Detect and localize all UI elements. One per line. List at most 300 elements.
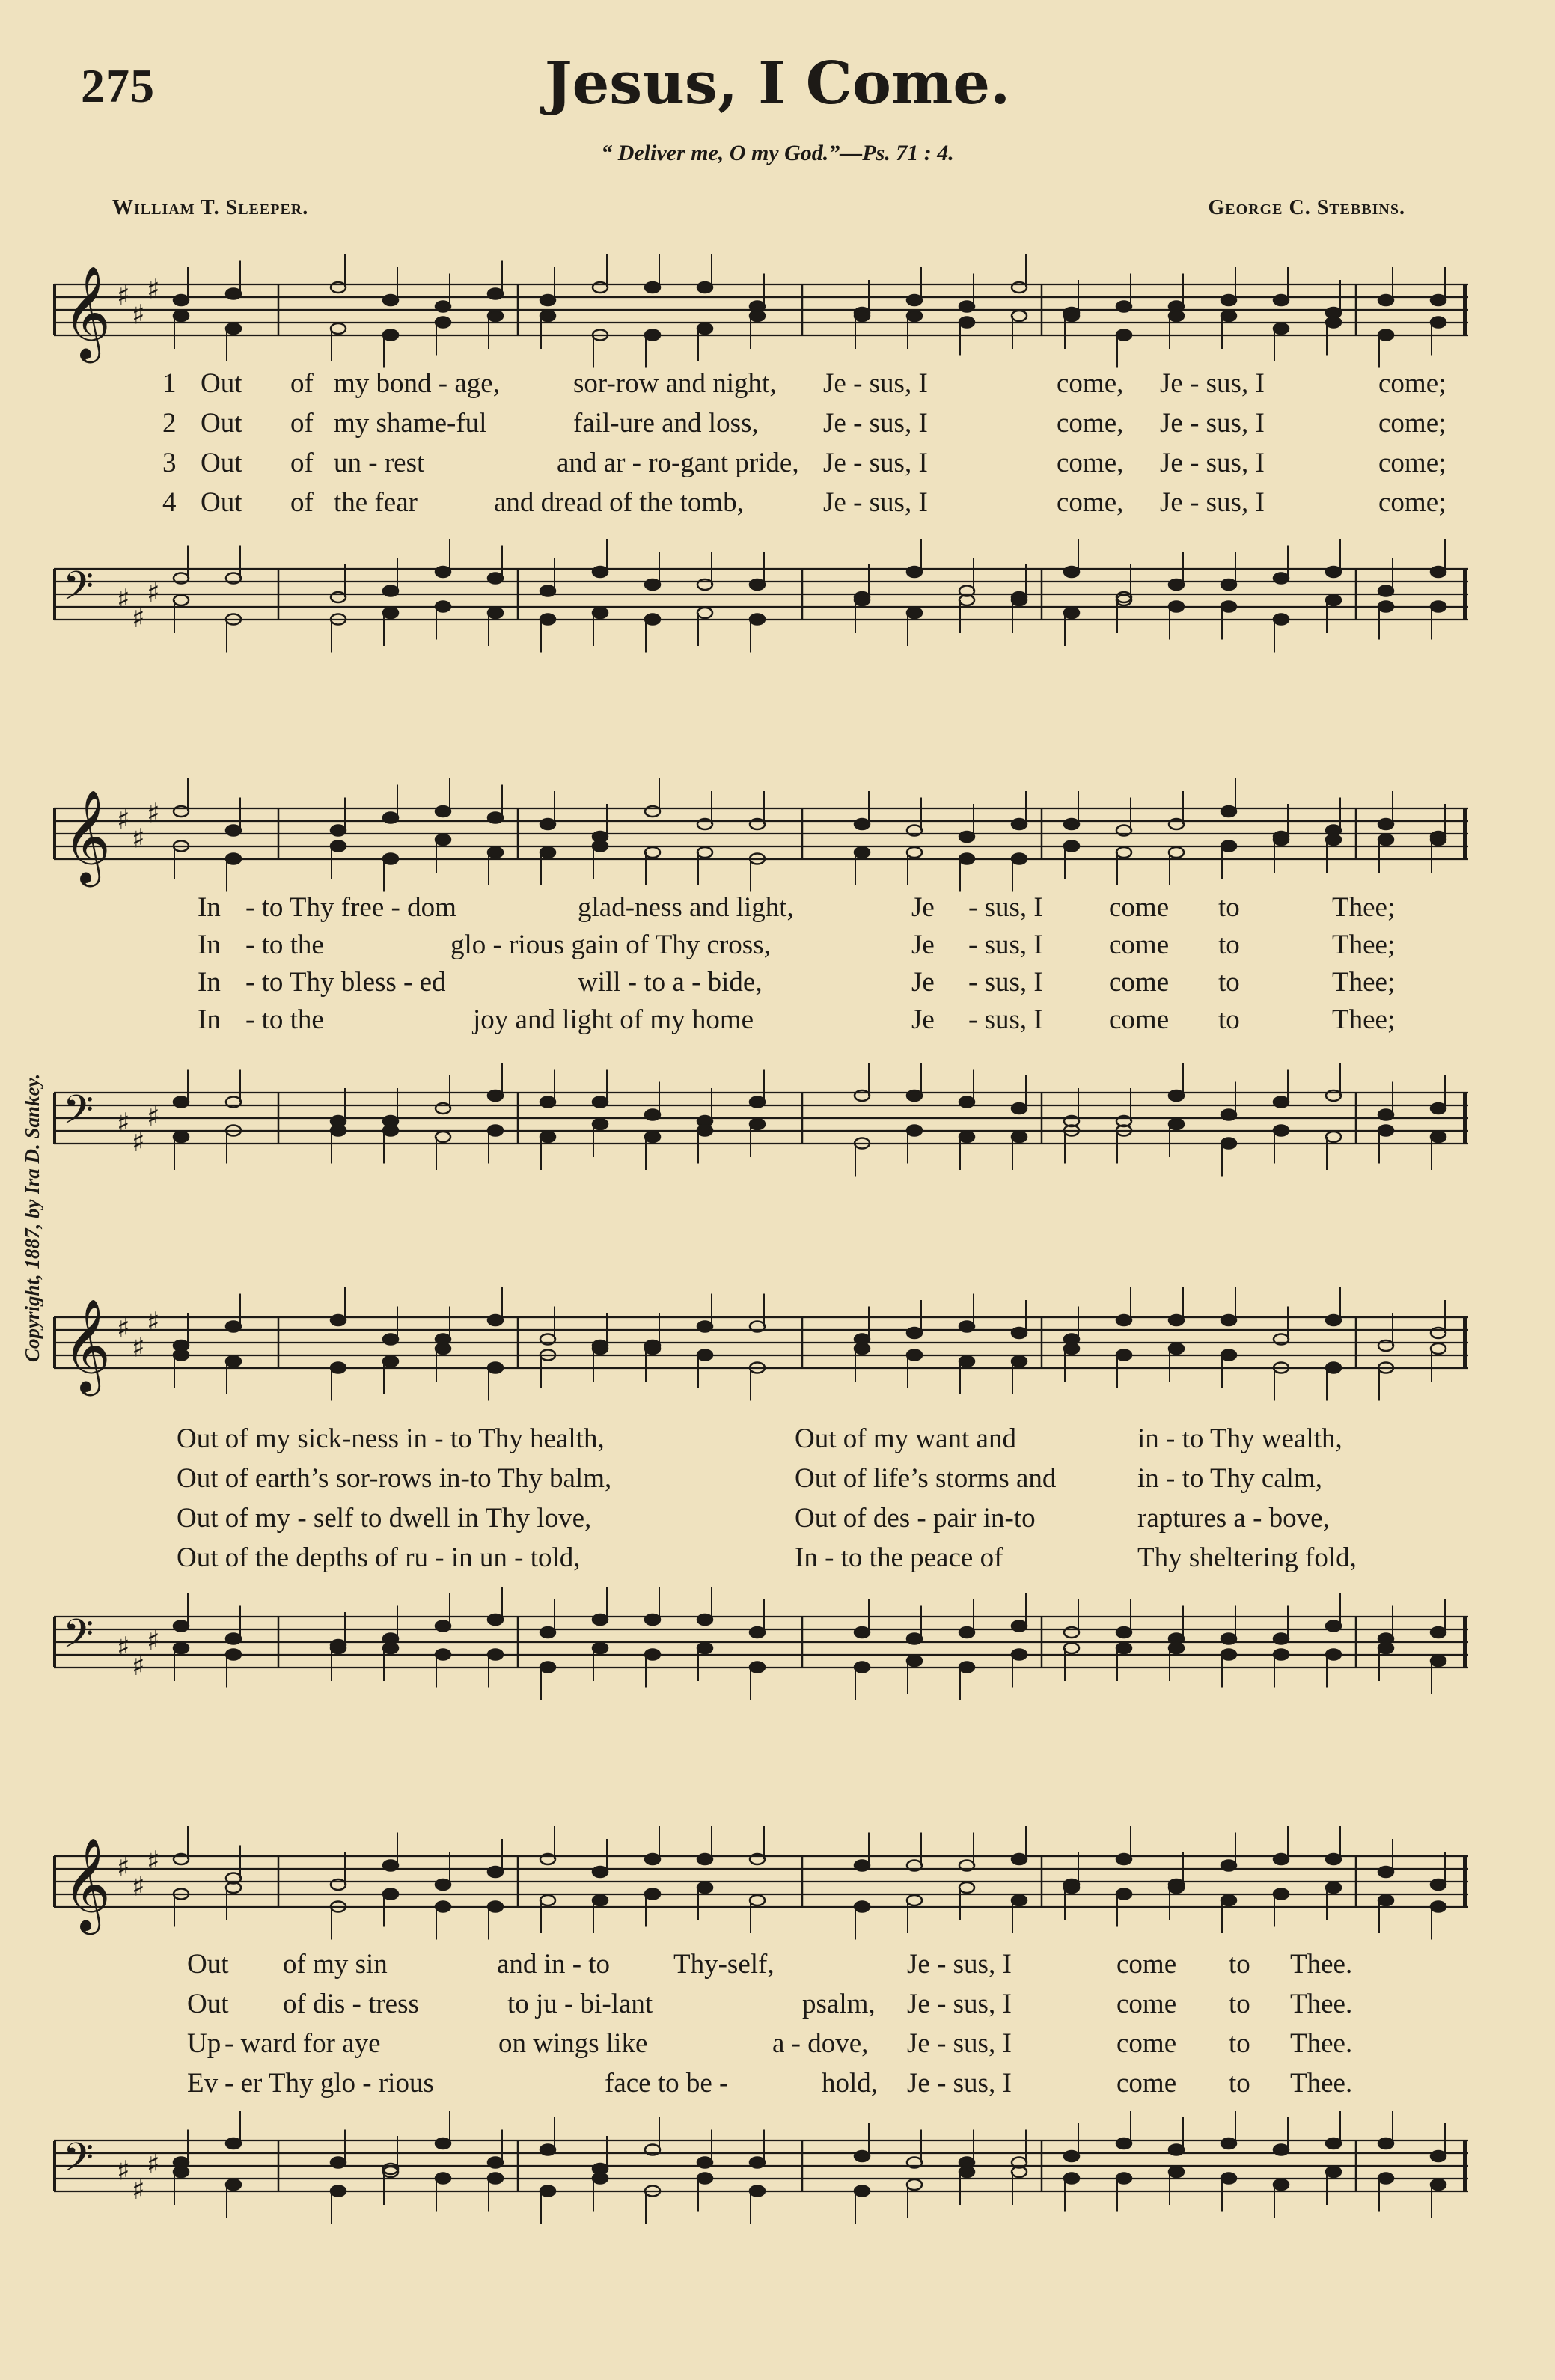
note-head bbox=[1169, 2167, 1184, 2177]
bass-staff bbox=[54, 2111, 1468, 2245]
note-head bbox=[1221, 2173, 1236, 2184]
note-head bbox=[488, 1867, 503, 1877]
sharp-icon: ♯ bbox=[117, 1313, 130, 1344]
lyric-syllable: in - to Thy wealth, bbox=[1137, 1424, 1342, 1454]
lyric-syllable: fail-ure and loss, bbox=[573, 408, 759, 439]
lyric-syllable: Je - sus, I bbox=[1160, 368, 1265, 399]
note-head bbox=[750, 1662, 765, 1673]
sharp-icon: ♯ bbox=[147, 1846, 160, 1877]
note-head bbox=[226, 2179, 241, 2190]
lyric-syllable: face to be - bbox=[605, 2068, 729, 2099]
lyric-syllable: 1 bbox=[162, 368, 177, 399]
note-head bbox=[436, 317, 450, 328]
note-head bbox=[488, 1090, 503, 1101]
note-head bbox=[645, 1614, 660, 1625]
note-head bbox=[907, 1328, 922, 1338]
note-head bbox=[593, 1895, 608, 1905]
verse-line bbox=[54, 1460, 1468, 1498]
note-head bbox=[1431, 1656, 1446, 1666]
verse-line bbox=[54, 2065, 1468, 2102]
sharp-icon: ♯ bbox=[117, 281, 130, 311]
note-head bbox=[331, 323, 346, 334]
lyric-syllable: my shame-ful bbox=[334, 408, 487, 439]
note-head bbox=[331, 841, 346, 852]
note-head bbox=[226, 2138, 241, 2149]
note-head bbox=[383, 1356, 398, 1367]
note-head bbox=[1326, 1621, 1341, 1632]
note-head bbox=[1274, 1650, 1289, 1660]
lyric-syllable: Out bbox=[201, 368, 242, 399]
note-head bbox=[855, 847, 870, 858]
lyric-syllable: to bbox=[1229, 2028, 1250, 2059]
note-head bbox=[1116, 847, 1131, 858]
lyric-syllable: Je bbox=[911, 930, 935, 960]
note-head bbox=[226, 826, 241, 836]
sharp-icon: ♯ bbox=[132, 1332, 145, 1364]
note-head bbox=[1221, 1861, 1236, 1871]
lyric-syllable: Out bbox=[201, 448, 242, 478]
lyric-syllable: come, bbox=[1057, 448, 1124, 478]
lyric-syllable: glo - rious gain of Thy cross, bbox=[450, 930, 771, 960]
note-head bbox=[1274, 1126, 1289, 1136]
lyric-syllable: to bbox=[1218, 1004, 1240, 1035]
note-head bbox=[488, 1363, 503, 1373]
note-head bbox=[1326, 1363, 1341, 1373]
note-head bbox=[1431, 1343, 1446, 1354]
note-head bbox=[645, 1889, 660, 1900]
treble-clef-icon: 𝄞 bbox=[63, 790, 111, 883]
sharp-icon: ♯ bbox=[147, 1102, 160, 1132]
note-head bbox=[645, 614, 660, 625]
sharp-icon: ♯ bbox=[132, 1651, 145, 1682]
lyric-syllable: come, bbox=[1057, 368, 1124, 399]
lyric-syllable: come; bbox=[1378, 487, 1446, 518]
lyric-syllable: - er Thy glo - rious bbox=[224, 2068, 434, 2099]
note-head bbox=[488, 1650, 503, 1660]
treble-staff bbox=[54, 778, 1468, 906]
note-head bbox=[1221, 1650, 1236, 1660]
sharp-icon: ♯ bbox=[147, 1626, 160, 1656]
note-head bbox=[855, 595, 870, 605]
note-head bbox=[540, 2145, 555, 2155]
note-head bbox=[959, 302, 974, 312]
lyric-syllable: and dread of the tomb, bbox=[494, 487, 744, 518]
note-head bbox=[959, 317, 974, 328]
verse-line bbox=[54, 964, 1468, 1001]
note-head bbox=[645, 282, 660, 293]
note-head bbox=[855, 1902, 870, 1912]
lyric-syllable: come bbox=[1109, 930, 1170, 960]
note-head bbox=[436, 2138, 450, 2149]
lyric-syllable: Je - sus, I bbox=[907, 1989, 1012, 2019]
lyric-syllable: my bond - age, bbox=[334, 368, 500, 399]
lyric-syllable: come bbox=[1116, 2068, 1177, 2099]
note-head bbox=[1169, 311, 1184, 321]
note-head bbox=[1012, 1650, 1027, 1660]
lyric-syllable: Out of des - pair in-to bbox=[795, 1503, 1036, 1534]
note-head bbox=[488, 1902, 503, 1912]
lyric-syllable: joy and light of my home bbox=[473, 1004, 754, 1035]
sharp-icon: ♯ bbox=[147, 1307, 160, 1338]
note-head bbox=[750, 311, 765, 321]
lyric-syllable: come; bbox=[1378, 448, 1446, 478]
note-head bbox=[436, 567, 450, 577]
note-head bbox=[697, 323, 712, 334]
note-head bbox=[540, 614, 555, 625]
note-head bbox=[540, 295, 555, 305]
verse-line bbox=[54, 445, 1468, 482]
lyric-syllable: - to the bbox=[245, 1004, 324, 1035]
note-head bbox=[1064, 2173, 1079, 2184]
note-head bbox=[1221, 841, 1236, 852]
note-head bbox=[1221, 1110, 1236, 1120]
lyric-syllable: Je bbox=[911, 892, 935, 923]
lyric-syllable: to bbox=[1229, 1989, 1250, 2019]
note-head bbox=[540, 847, 555, 858]
note-head bbox=[750, 579, 765, 590]
epigraph: “ Deliver me, O my God.”—Ps. 71 : 4. bbox=[601, 141, 954, 165]
note-head bbox=[1012, 595, 1027, 605]
lyric-syllable: of dis - tress bbox=[283, 1989, 419, 2019]
lyric-syllable: - sus, I bbox=[968, 1004, 1043, 1035]
note-head bbox=[1116, 2173, 1131, 2184]
lyric-syllable: Out of earth’s sor-rows in-to Thy balm, bbox=[177, 1463, 612, 1494]
note-head bbox=[1169, 602, 1184, 612]
note-head bbox=[645, 1650, 660, 1660]
note-head bbox=[383, 608, 398, 618]
sharp-icon: ♯ bbox=[147, 798, 160, 829]
sharp-icon: ♯ bbox=[117, 584, 130, 615]
verse-line bbox=[54, 405, 1468, 442]
lyric-syllable: come bbox=[1109, 967, 1170, 998]
note-head bbox=[1274, 323, 1289, 334]
note-head bbox=[1326, 2167, 1341, 2177]
bass-clef-icon: 𝄢 bbox=[63, 1611, 94, 1667]
note-head bbox=[1221, 295, 1236, 305]
note-head bbox=[1169, 1882, 1184, 1893]
lyric-syllable: and ar - ro-gant pride, bbox=[557, 448, 799, 478]
treble-staff bbox=[54, 1287, 1468, 1415]
sharp-icon: ♯ bbox=[117, 1632, 130, 1663]
note-head bbox=[331, 1643, 346, 1653]
lyric-syllable: In - to the peace of bbox=[795, 1543, 1003, 1573]
note-head bbox=[1064, 841, 1079, 852]
note-head bbox=[697, 282, 712, 293]
note-head bbox=[174, 1097, 189, 1108]
note-head bbox=[383, 1334, 398, 1345]
note-head bbox=[1274, 1097, 1289, 1108]
note-head bbox=[1274, 2179, 1289, 2190]
note-head bbox=[907, 311, 922, 321]
note-head bbox=[226, 854, 241, 864]
note-head bbox=[383, 1861, 398, 1871]
lyric-syllable: will - to a - bide, bbox=[578, 967, 763, 998]
note-head bbox=[1326, 567, 1341, 577]
lyric-syllable: Je - sus, I bbox=[907, 2068, 1012, 2099]
lyric-syllable: Out of life’s storms and bbox=[795, 1463, 1057, 1494]
note-head bbox=[907, 1656, 922, 1666]
note-head bbox=[593, 2173, 608, 2184]
note-head bbox=[1326, 1882, 1341, 1893]
note-head bbox=[645, 579, 660, 590]
note-head bbox=[959, 1097, 974, 1108]
verse-line bbox=[54, 1986, 1468, 2023]
note-head bbox=[1064, 1882, 1079, 1893]
note-head bbox=[540, 819, 555, 829]
lyric-syllable: come; bbox=[1378, 408, 1446, 439]
note-head bbox=[1274, 2145, 1289, 2155]
note-head bbox=[331, 826, 346, 836]
note-head bbox=[855, 1662, 870, 1673]
note-head bbox=[959, 2167, 974, 2177]
sharp-icon: ♯ bbox=[117, 805, 130, 835]
note-head bbox=[593, 608, 608, 618]
lyric-syllable: of bbox=[290, 408, 314, 439]
verse-line bbox=[54, 1946, 1468, 1983]
bass-clef-icon: 𝄢 bbox=[63, 1087, 94, 1143]
note-head bbox=[226, 1650, 241, 1660]
copyright-notice: Copyright, 1887, by Ira D. Sankey. bbox=[21, 1073, 43, 1362]
note-head bbox=[1221, 1350, 1236, 1361]
note-head bbox=[1221, 1315, 1236, 1325]
note-head bbox=[959, 854, 974, 864]
note-head bbox=[593, 1867, 608, 1877]
lyric-syllable: to bbox=[1218, 967, 1240, 998]
note-head bbox=[1431, 1103, 1446, 1114]
note-head bbox=[1116, 1315, 1131, 1325]
music-system-4 bbox=[54, 1796, 1468, 2260]
note-head bbox=[1064, 567, 1079, 577]
note-head bbox=[907, 567, 922, 577]
note-head bbox=[1431, 2179, 1446, 2190]
note-head bbox=[540, 311, 555, 321]
note-head bbox=[1064, 1343, 1079, 1354]
note-head bbox=[1431, 2151, 1446, 2161]
note-head bbox=[436, 302, 450, 312]
lyric-syllable: come bbox=[1109, 1004, 1170, 1035]
lyric-syllable: Je - sus, I bbox=[1160, 487, 1265, 518]
note-head bbox=[697, 1350, 712, 1361]
note-head bbox=[645, 1854, 660, 1864]
note-head bbox=[436, 1132, 450, 1142]
note-head bbox=[174, 595, 189, 605]
lyric-syllable: Je bbox=[911, 1004, 935, 1035]
note-head bbox=[383, 295, 398, 305]
bass-staff bbox=[54, 539, 1468, 674]
note-head bbox=[174, 1643, 189, 1653]
bass-clef-icon: 𝄢 bbox=[63, 2135, 94, 2191]
composer: George C. Stebbins. bbox=[1208, 196, 1405, 219]
lyric-syllable: Thee; bbox=[1332, 892, 1396, 923]
note-head bbox=[1169, 847, 1184, 858]
note-head bbox=[907, 295, 922, 305]
note-head bbox=[959, 832, 974, 842]
note-head bbox=[697, 1882, 712, 1893]
lyric-syllable: un - rest bbox=[334, 448, 425, 478]
note-head bbox=[1012, 1356, 1027, 1367]
lyric-syllable: in - to Thy calm, bbox=[1137, 1463, 1322, 1494]
note-head bbox=[1012, 1328, 1027, 1338]
note-head bbox=[855, 311, 870, 321]
sharp-icon: ♯ bbox=[147, 2149, 160, 2180]
note-head bbox=[1169, 1343, 1184, 1354]
lyric-syllable: In bbox=[198, 930, 221, 960]
note-head bbox=[855, 2151, 870, 2161]
sharp-icon: ♯ bbox=[117, 1852, 130, 1883]
note-head bbox=[1221, 1895, 1236, 1905]
lyric-syllable: and in - to bbox=[497, 1949, 611, 1980]
note-head bbox=[1431, 295, 1446, 305]
note-head bbox=[1378, 1643, 1393, 1653]
note-head bbox=[750, 1097, 765, 1108]
lyric-syllable: come bbox=[1116, 1949, 1177, 1980]
note-head bbox=[436, 834, 450, 845]
note-head bbox=[383, 586, 398, 596]
note-head bbox=[1012, 1103, 1027, 1114]
note-head bbox=[1116, 1643, 1131, 1653]
note-head bbox=[1169, 1119, 1184, 1129]
note-head bbox=[1431, 834, 1446, 845]
lyric-syllable: sor-row and night, bbox=[573, 368, 777, 399]
note-head bbox=[1378, 1867, 1393, 1877]
note-head bbox=[959, 1132, 974, 1142]
note-head bbox=[750, 2186, 765, 2197]
note-head bbox=[1378, 2173, 1393, 2184]
note-head bbox=[1012, 854, 1027, 864]
note-head bbox=[1378, 602, 1393, 612]
note-head bbox=[1012, 1895, 1027, 1905]
note-head bbox=[959, 1627, 974, 1638]
note-head bbox=[540, 1627, 555, 1638]
note-head bbox=[1012, 819, 1027, 829]
note-head bbox=[383, 1643, 398, 1653]
note-head bbox=[645, 1110, 660, 1120]
note-head bbox=[1116, 1627, 1131, 1638]
lyric-syllable: Je - sus, I bbox=[1160, 448, 1265, 478]
note-head bbox=[226, 1356, 241, 1367]
treble-staff bbox=[54, 254, 1468, 382]
lyric-syllable: psalm, bbox=[802, 1989, 876, 2019]
note-head bbox=[1431, 1132, 1446, 1142]
note-head bbox=[750, 2158, 765, 2168]
note-head bbox=[488, 2173, 503, 2184]
lyric-syllable: come bbox=[1109, 892, 1170, 923]
sharp-icon: ♯ bbox=[132, 823, 145, 855]
lyric-syllable: Je bbox=[911, 967, 935, 998]
note-head bbox=[488, 1614, 503, 1625]
note-head bbox=[1221, 579, 1236, 590]
note-head bbox=[436, 806, 450, 817]
lyric-syllable: hold, bbox=[822, 2068, 879, 2099]
note-head bbox=[1378, 295, 1393, 305]
lyric-syllable: Thy sheltering fold, bbox=[1137, 1543, 1357, 1573]
note-head bbox=[436, 1902, 450, 1912]
note-head bbox=[1274, 614, 1289, 625]
note-head bbox=[331, 1315, 346, 1325]
lyric-syllable: Thee. bbox=[1290, 1949, 1353, 1980]
note-head bbox=[959, 1662, 974, 1673]
note-head bbox=[174, 295, 189, 305]
note-head bbox=[1378, 330, 1393, 341]
lyric-syllable: Je - sus, I bbox=[823, 368, 928, 399]
note-head bbox=[593, 1343, 608, 1354]
lyric-syllable: Up bbox=[187, 2028, 222, 2059]
note-head bbox=[488, 1315, 503, 1325]
lyric-syllable: Out of the depths of ru - in un - told, bbox=[177, 1543, 581, 1573]
note-head bbox=[436, 1621, 450, 1632]
lyric-syllable: Ev bbox=[187, 2068, 219, 2099]
note-head bbox=[697, 847, 712, 858]
note-head bbox=[331, 1126, 346, 1136]
note-head bbox=[1116, 302, 1131, 312]
note-head bbox=[645, 330, 660, 341]
note-head bbox=[226, 323, 241, 334]
note-head bbox=[1116, 2138, 1131, 2149]
note-head bbox=[1431, 1879, 1446, 1890]
lyric-syllable: come bbox=[1116, 2028, 1177, 2059]
sharp-icon: ♯ bbox=[132, 299, 145, 331]
note-head bbox=[331, 2186, 346, 2197]
lyric-syllable: Thee; bbox=[1332, 967, 1396, 998]
note-head bbox=[1431, 602, 1446, 612]
sharp-icon: ♯ bbox=[147, 578, 160, 608]
treble-clef-icon: 𝄞 bbox=[63, 1299, 111, 1392]
author: William T. Sleeper. bbox=[112, 196, 309, 219]
sharp-icon: ♯ bbox=[132, 2175, 145, 2206]
note-head bbox=[436, 1879, 450, 1890]
note-head bbox=[1326, 1854, 1341, 1864]
lyric-syllable: Je - sus, I bbox=[907, 2028, 1012, 2059]
note-head bbox=[1169, 579, 1184, 590]
lyric-syllable: to bbox=[1218, 930, 1240, 960]
lyric-syllable: come, bbox=[1057, 487, 1124, 518]
note-head bbox=[540, 1097, 555, 1108]
note-head bbox=[1274, 1854, 1289, 1864]
lyric-syllable: a - dove, bbox=[772, 2028, 869, 2059]
note-head bbox=[1064, 608, 1079, 618]
note-head bbox=[959, 1882, 974, 1893]
music-system-1 bbox=[54, 225, 1468, 704]
treble-staff bbox=[54, 1826, 1468, 1953]
note-head bbox=[540, 1662, 555, 1673]
note-head bbox=[1274, 1634, 1289, 1644]
note-head bbox=[907, 847, 922, 858]
lyric-syllable: Thee; bbox=[1332, 1004, 1396, 1035]
note-head bbox=[383, 1126, 398, 1136]
lyric-syllable: - to the bbox=[245, 930, 324, 960]
note-head bbox=[1221, 2138, 1236, 2149]
note-head bbox=[959, 1356, 974, 1367]
note-head bbox=[1064, 1643, 1079, 1653]
note-head bbox=[1326, 317, 1341, 328]
note-head bbox=[697, 1322, 712, 1332]
note-head bbox=[593, 1614, 608, 1625]
verse-line bbox=[54, 365, 1468, 403]
note-head bbox=[750, 1895, 765, 1905]
note-head bbox=[1431, 567, 1446, 577]
note-head bbox=[697, 1854, 712, 1864]
sharp-icon: ♯ bbox=[132, 1127, 145, 1158]
note-head bbox=[645, 847, 660, 858]
note-head bbox=[750, 614, 765, 625]
note-head bbox=[436, 1343, 450, 1354]
note-head bbox=[1169, 1090, 1184, 1101]
note-head bbox=[1221, 806, 1236, 817]
note-head bbox=[174, 2167, 189, 2177]
lyric-syllable: - sus, I bbox=[968, 967, 1043, 998]
note-head bbox=[1378, 819, 1393, 829]
note-head bbox=[488, 847, 503, 858]
